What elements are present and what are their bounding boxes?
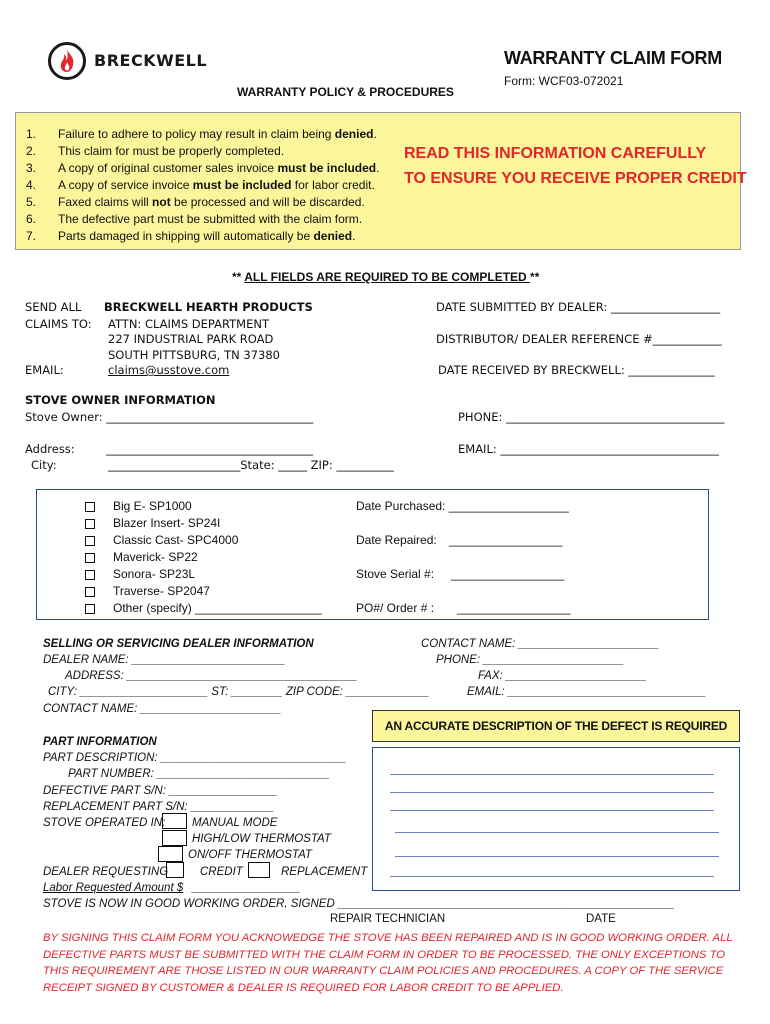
serial-label: Stove Serial #: [356,567,435,581]
replacement-checkbox[interactable] [248,862,270,878]
dealer-reference-field[interactable]: DISTRIBUTOR/ DEALER REFERENCE #____________ [436,332,722,346]
claims-email-link[interactable]: claims@usstove.com [108,363,230,377]
signature-date-field[interactable]: _________________ [566,898,675,910]
email-label: EMAIL: [25,363,64,377]
part-description-field[interactable]: PART DESCRIPTION: _____________________________ [43,752,347,764]
model-option: Maverick- SP22 [113,550,198,564]
owner-heading: STOVE OWNER INFORMATION [25,393,216,407]
owner-email-field[interactable]: EMAIL: ______________________________________ [458,442,719,456]
policy-heading: WARRANTY POLICY & PROCEDURES [237,85,454,99]
hilo-thermostat-checkbox[interactable] [162,830,187,846]
required-fields-note: ** ALL FIELDS ARE REQUIRED TO BE COMPLETED ** [232,270,540,284]
model-checkbox[interactable] [85,553,95,563]
model-checkbox[interactable] [85,502,95,512]
labor-amount-field[interactable]: _________________ [192,882,301,894]
description-line [390,876,714,877]
description-line [390,810,714,811]
flame-logo-icon [48,42,86,80]
onoff-thermostat-label: ON/OFF THERMOSTAT [188,849,312,861]
model-checkbox[interactable] [85,570,95,580]
dealer-contact-field[interactable]: CONTACT NAME: ______________________ [43,703,282,715]
city-label: City: [31,458,57,472]
date-purchased-field[interactable]: Date Purchased: __________________ [356,499,569,513]
credit-label: CREDIT [200,866,243,878]
manual-mode-label: MANUAL MODE [192,817,278,829]
stove-model-box [36,489,709,620]
policy-item: 1. Failure to adhere to policy may result in claim being denied. [26,127,377,141]
logo-wordmark: BRECKWELL [94,51,208,70]
attn-line: ATTN: CLAIMS DEPARTMENT [108,317,269,331]
po-label: PO#/ Order # : [356,601,435,615]
brand-logo [48,40,208,84]
date-repaired-label: Date Repaired: [356,533,437,547]
part-number-field[interactable]: PART NUMBER: ___________________________ [68,768,330,780]
part-heading: PART INFORMATION [43,736,157,748]
po-field[interactable]: _________________ [457,601,571,615]
claims-to-label: CLAIMS TO: [25,317,92,331]
defect-description-box[interactable] [372,747,740,891]
send-all-label: SEND ALL [25,300,82,314]
credit-checkbox[interactable] [166,862,184,878]
manual-mode-checkbox[interactable] [162,813,187,829]
dealer-address-field[interactable]: ADDRESS: ____________________________________ [65,670,358,682]
dealer-fax-field[interactable]: FAX: ______________________ [478,670,647,682]
policy-item: 3. A copy of original customer sales invoice must be included. [26,161,380,175]
policy-item: 7. Parts damaged in shipping will automatically be denied. [26,229,356,243]
model-option: Sonora- SP23L [113,567,196,581]
model-option: Traverse- SP2047 [113,584,210,598]
dealer-name-field[interactable]: DEALER NAME: ________________________ [43,654,286,666]
labor-amount-label: Labor Requested Amount $ [43,882,184,894]
form-title: WARRANTY CLAIM FORM [504,48,722,68]
owner-city-state-zip-field[interactable]: _______________________State: _____ ZIP: __________ [108,458,394,472]
model-checkbox[interactable] [85,536,95,546]
model-checkbox[interactable] [85,604,95,614]
description-line [390,774,714,775]
replacement-sn-field[interactable]: REPLACEMENT PART S/N: _____________ [43,801,274,813]
model-checkbox[interactable] [85,587,95,597]
policy-item: 4. A copy of service invoice must be included for labor credit. [26,178,375,192]
model-option: Other (specify) ___________________ [113,601,322,615]
model-option: Blazer Insert- SP24I [113,516,221,530]
dealer-phone-field[interactable]: PHONE: ______________________ [436,654,624,666]
street-address: 227 INDUSTRIAL PARK ROAD [108,332,274,346]
dealer-email-field[interactable]: EMAIL: _______________________________ [467,686,707,698]
signature-field[interactable]: STOVE IS NOW IN GOOD WORKING ORDER, SIGNED ____________________________________ [43,898,569,910]
policy-item: 2. This claim for must be properly completed. [26,144,285,158]
replacement-label: REPLACEMENT [281,866,368,878]
read-carefully-notice: READ THIS INFORMATION CAREFULLY TO ENSURE YOU RECEIVE PROPER CREDIT [404,145,747,187]
serial-field[interactable]: _________________ [451,567,565,581]
dealer-heading: SELLING OR SERVICING DEALER INFORMATION [43,638,314,650]
hilo-thermostat-label: HIGH/LOW THERMOSTAT [192,833,331,845]
policy-item: 6. The defective part must be submitted with the claim form. [26,212,363,226]
dealer-city-field[interactable]: CITY: ____________________ ST: ________ ZIP CODE: _____________ [48,686,430,698]
owner-phone-field[interactable]: PHONE: ______________________________________ [458,410,725,424]
contact-name-field[interactable]: CONTACT NAME: ______________________ [421,638,660,650]
date-submitted-field[interactable]: DATE SUBMITTED BY DEALER: ___________________ [436,300,721,314]
onoff-thermostat-checkbox[interactable] [158,846,183,862]
defect-description-header: AN ACCURATE DESCRIPTION OF THE DEFECT IS REQUIRED [372,710,740,742]
address-label: Address: [25,442,75,456]
dealer-requesting-label: DEALER REQUESTING [43,866,169,878]
model-option: Big E- SP1000 [113,499,192,513]
date-label: DATE [586,913,616,925]
operated-in-label: STOVE OPERATED IN: [43,817,166,829]
company-name: BRECKWELL HEARTH PRODUCTS [104,300,313,314]
stove-owner-field[interactable]: Stove Owner: ____________________________________ [25,410,314,424]
policy-box [15,112,747,250]
date-repaired-field[interactable]: _________________ [449,533,563,547]
signature-disclaimer: BY SIGNING THIS CLAIM FORM YOU ACKNOWEDGE THE STOVE HAS BEEN REPAIRED AND IS IN GOOD WORKING ORDER. ALL DEFECTIVE PARTS MUST BE SUBMITTED WITH THE CLAIM FORM IN ORDER TO BE PROCESSED. THE ONLY EXCEPTIONS TO THIS REQUIREMENT ARE THOSE LISTED IN OUR WARRANTY CLAIM POLICIES AND PROCEDURES. A COPY OF THE SERVICE RECEIPT SIGNED BY CUSTOMER & DEALER IS REQUIRED FOR LABOR CREDIT TO BE APPLIED. [43,932,733,994]
repair-technician-label: REPAIR TECHNICIAN [330,913,446,925]
policy-item: 5. Faxed claims will not be processed and will be discarded. [26,195,365,209]
defective-sn-field[interactable]: DEFECTIVE PART S/N: _________________ [43,785,278,797]
date-received-field[interactable]: DATE RECEIVED BY BRECKWELL: _______________ [438,363,715,377]
owner-address-field[interactable]: ____________________________________ [106,442,313,456]
model-option: Classic Cast- SPC4000 [113,533,239,547]
city-state-zip: SOUTH PITTSBURG, TN 37380 [108,348,280,362]
model-checkbox[interactable] [85,519,95,529]
description-line [395,832,719,833]
description-line [395,856,719,857]
description-line [390,792,714,793]
form-number: Form: WCF03-072021 [504,74,624,88]
